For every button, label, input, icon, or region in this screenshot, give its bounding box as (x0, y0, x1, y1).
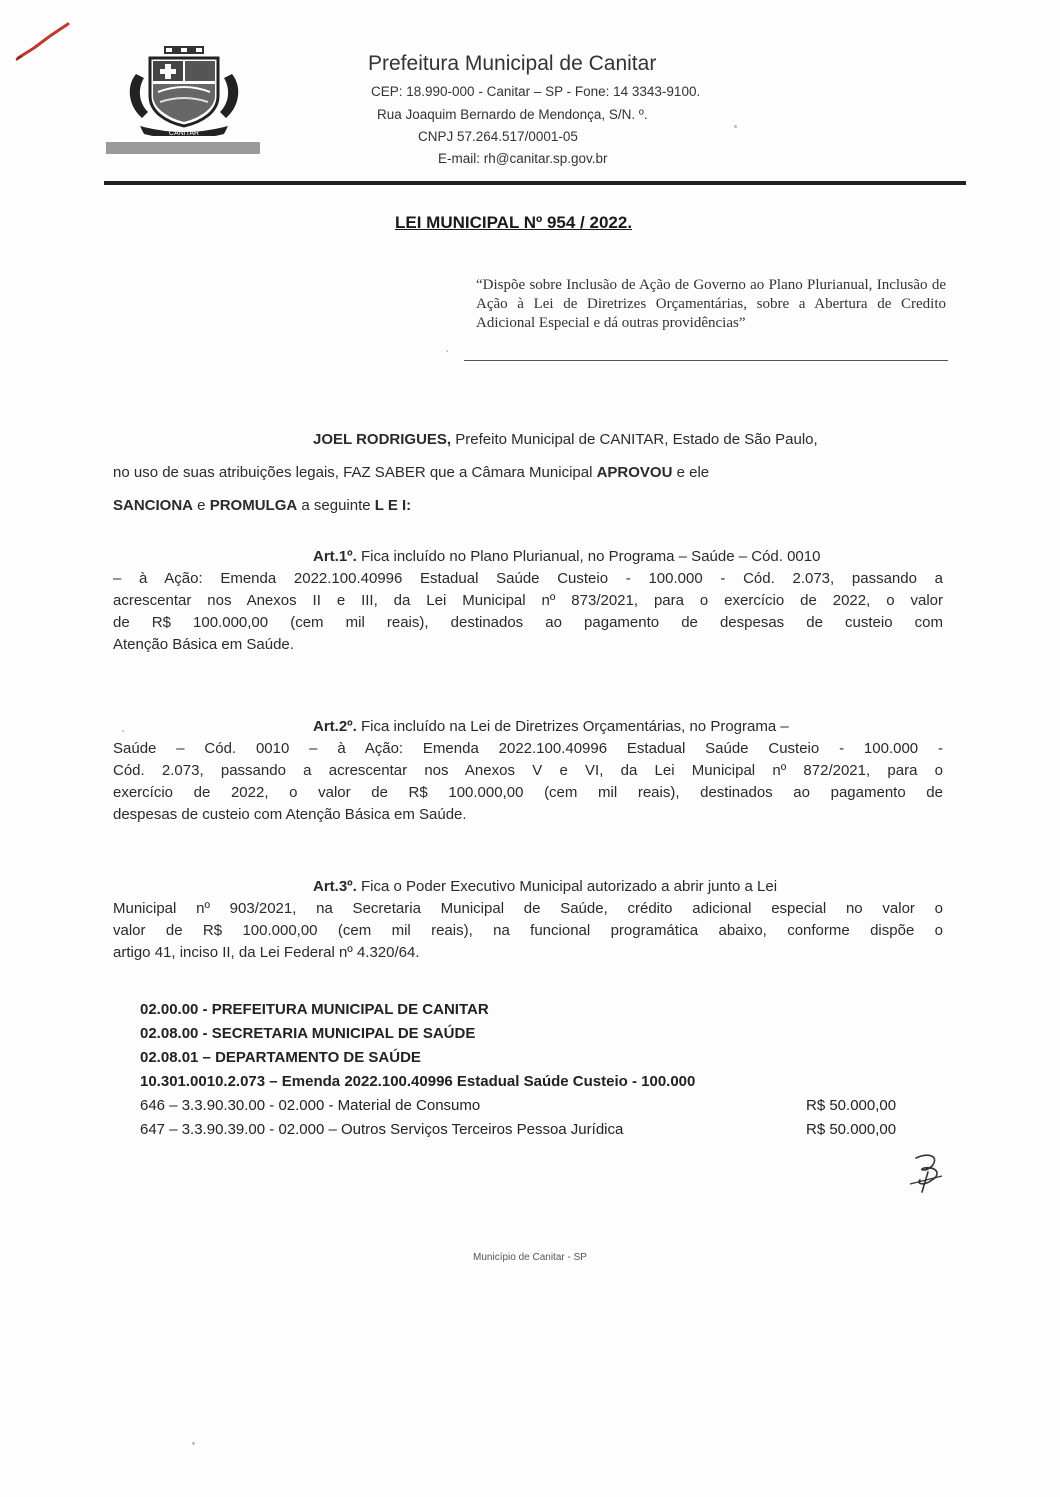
crest-banner-text: CANITAR (168, 130, 200, 136)
budget-item (140, 1094, 897, 1118)
preamble-bold: SANCIONA (113, 497, 194, 514)
budget-item-desc: 647 – 3.3.90.39.00 - 02.000 – Outros Serviços Terceiros Pessoa Jurídica (140, 1121, 624, 1138)
header-divider (104, 181, 966, 185)
scan-speck (734, 125, 737, 128)
preamble-text: e ele (672, 464, 710, 481)
preamble-bold: L E I: (374, 497, 412, 514)
article-2 (113, 716, 943, 826)
article-text: Municipal nº 903/2021, na Secretaria Municipal de Saúde, crédito adicional especial no valor o (113, 900, 943, 917)
preamble-bold: PROMULGA (209, 497, 298, 514)
preamble-text: no uso de suas atribuições legais, FAZ SABER que a Câmara Municipal (113, 464, 597, 481)
article-text: Saúde – Cód. 0010 – à Ação: Emenda 2022.100.40996 Estadual Saúde Custeio - 100.000 - (113, 740, 943, 757)
pen-mark-icon (14, 22, 74, 62)
law-summary: “Dispõe sobre Inclusão de Ação de Governo ao Plano Plurianual, Inclusão de Ação à Lei de Diretrizes Orçamentárias, sobre a Abertura de Credito Adicional Especial e dá outras providências” (476, 277, 946, 331)
budget-item-amount: R$ 50.000,00 (806, 1097, 897, 1114)
budget-classification (140, 998, 897, 1142)
article-text: artigo 41, inciso II, da Lei Federal nº 4.320/64. (113, 944, 420, 961)
article-text: Fica incluído no Plano Plurianual, no Programa – Saúde – Cód. 0010 (356, 548, 821, 565)
article-text: despesas de custeio com Atenção Básica em Saúde. (113, 806, 467, 823)
article-text: Cód. 2.073, passando a acrescentar nos Anexos V e VI, da Lei Municipal nº 872/2021, para o (113, 762, 943, 779)
scan-speck (122, 730, 124, 732)
page-footer: Município de Canitar - SP (473, 1252, 587, 1263)
budget-item-amount: R$ 50.000,00 (806, 1121, 897, 1138)
address-line: Rua Joaquim Bernardo de Mendonça, S/N. º. (377, 107, 648, 122)
article-text: Atenção Básica em Saúde. (113, 636, 294, 653)
budget-line: 10.301.0010.2.073 – Emenda 2022.100.40996 Estadual Saúde Custeio - 100.000 (140, 1073, 696, 1090)
cnpj-line: CNPJ 57.264.517/0001-05 (418, 129, 578, 144)
budget-line: 02.00.00 - PREFEITURA MUNICIPAL DE CANITAR (140, 1001, 489, 1018)
article-text: Fica o Poder Executivo Municipal autorizado a abrir junto a Lei (356, 878, 778, 895)
email-line: E-mail: rh@canitar.sp.gov.br (438, 151, 608, 166)
budget-item (140, 1118, 897, 1142)
preamble-text: a seguinte (297, 497, 375, 514)
crest-underline (106, 142, 260, 154)
preamble-bold: APROVOU (596, 464, 673, 481)
preamble-text: e (193, 497, 210, 514)
article-text: valor de R$ 100.000,00 (cem mil reais), na funcional programática abaixo, conforme dispõe o (113, 922, 943, 939)
article-1 (113, 546, 943, 656)
cep-phone-line: CEP: 18.990-000 - Canitar – SP - Fone: 14 3343-9100. (371, 84, 701, 99)
budget-item-desc: 646 – 3.3.90.30.00 - 02.000 - Material de Consumo (140, 1097, 481, 1114)
article-text: Fica incluído na Lei de Diretrizes Orçamentárias, no Programa – (356, 718, 789, 735)
article-text: exercício de 2022, o valor de R$ 100.000,00 (cem mil reais), destinados ao pagamento de (113, 784, 943, 801)
article-3-label: Art.3º. (313, 878, 357, 895)
scan-speck (446, 350, 448, 352)
article-text: acrescentar nos Anexos II e III, da Lei Municipal nº 873/2021, para o exercício de 2022, o valor (113, 592, 943, 609)
article-text: de R$ 100.000,00 (cem mil reais), destinados ao pagamento de despesas de custeio com (113, 614, 943, 631)
coat-of-arms-icon (120, 46, 248, 136)
preamble-text: Prefeito Municipal de CANITAR, Estado de São Paulo, (451, 431, 818, 448)
article-3 (113, 876, 943, 964)
mayor-name: JOEL RODRIGUES, (313, 431, 452, 448)
article-text: – à Ação: Emenda 2022.100.40996 Estadual Saúde Custeio - 100.000 - Cód. 2.073, passando a (113, 570, 943, 587)
article-1-label: Art.1º. (313, 548, 357, 565)
institution-title: Prefeitura Municipal de Canitar (368, 52, 657, 75)
law-title: LEI MUNICIPAL Nº 954 / 2022. (395, 213, 633, 232)
preamble (113, 429, 943, 517)
budget-line: 02.08.01 – DEPARTAMENTO DE SAÚDE (140, 1049, 421, 1066)
article-2-label: Art.2º. (313, 718, 357, 735)
signature-initials-icon (902, 1150, 952, 1194)
budget-line: 02.08.00 - SECRETARIA MUNICIPAL DE SAÚDE (140, 1025, 476, 1042)
summary-underline (464, 360, 948, 361)
scan-speck (192, 1442, 195, 1445)
